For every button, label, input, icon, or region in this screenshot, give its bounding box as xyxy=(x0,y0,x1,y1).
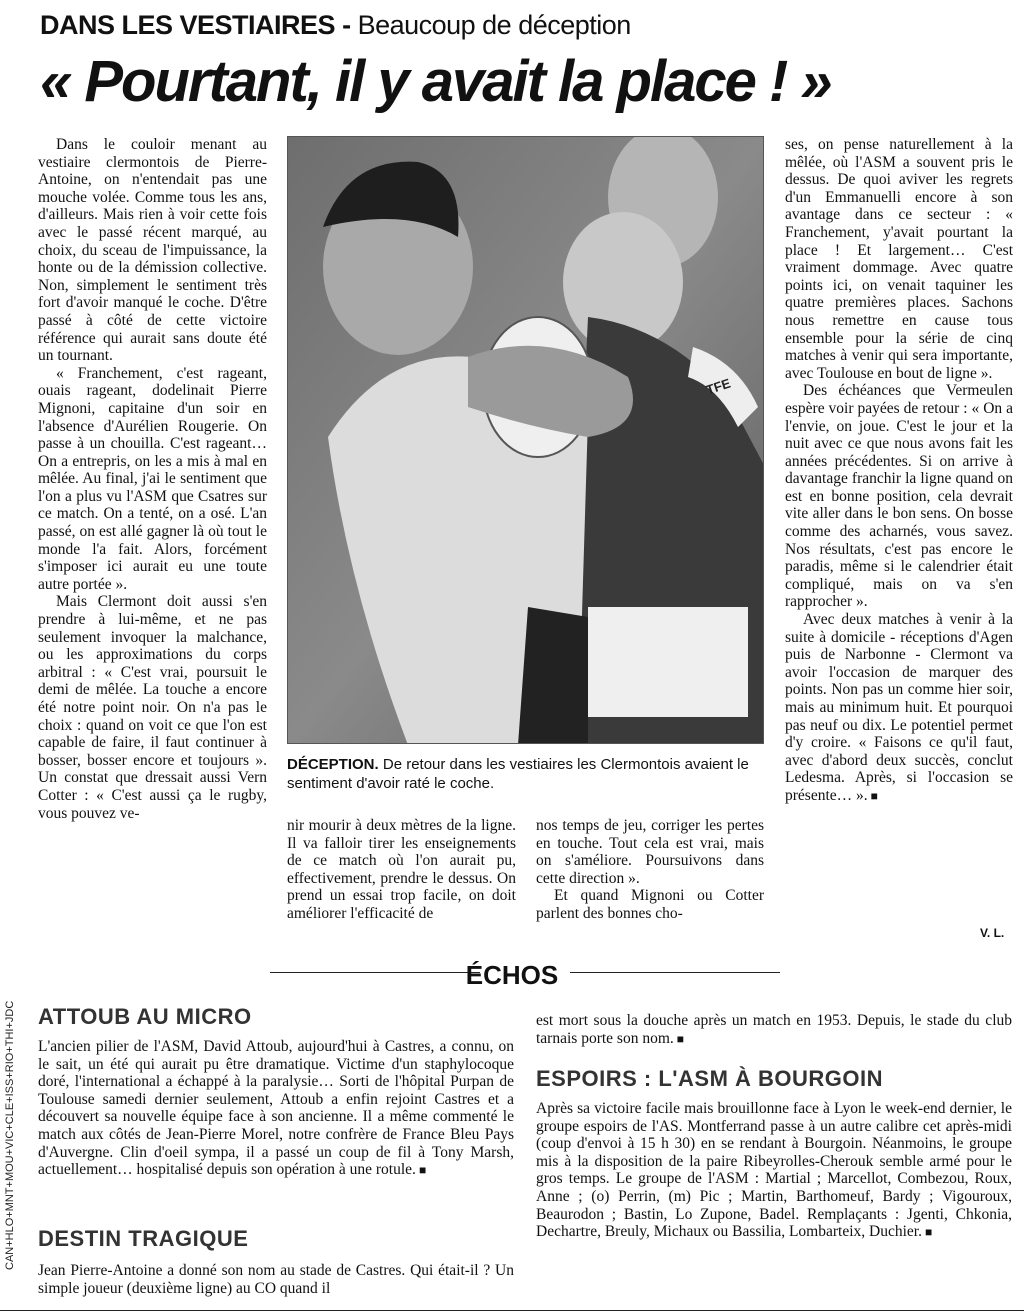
edition-codes: CAN+HLO+MNT+MOU+VIC+CLE+ISS+RIO+THI+JDC xyxy=(4,1000,16,1270)
attoub-heading: ATTOUB AU MICRO xyxy=(38,1004,252,1029)
article-paragraph: Mais Clermont doit aussi s'en prendre à lui-même, et ne pas seulement invoquer la malchance, ou les approximations du corps arbitral : « C'est vrai, poursuit le demi de mêlée. La touche a encore été notre point noir. On n'a pas le choix : quand on voit ce que l'on est capable de faire, il faut continuer à bosser, bosser encore et toujours ». Un constat que dressait aussi Vern Cotter : « C'est aussi ça le rugby, vous pouvez ve- xyxy=(38,593,267,822)
article-paragraph: Avec deux matches à venir à la suite à domicile - réceptions d'Agen puis de Narbonne - Clermont va avoir l'occasion de marquer des points. Non pas un comme hier soir, mais au minimum huit. Et pourquoi pas neuf ou dix. Le potentiel permet d'y croire. « Faisons ce qu'il faut, avec d'abord deux succès, conclut Ledesma. Après, si l'occasion se présente… ». ■ xyxy=(785,611,1013,806)
destin-heading: DESTIN TRAGIQUE xyxy=(38,1226,249,1251)
destin-body xyxy=(38,1262,514,1297)
article-paragraph: Dans le couloir menant au vestiaire clermontois de Pierre-Antoine, on n'entendait pas une mouche volée. Comme tous les ans, d'ailleurs. Mais rien à voir cette fois avec le passé récent marqué, au choix, du sceau de l'impuissance, la honte ou de la démission collective. Non, simplement le sentiment très fort d'avoir manqué le coche. D'être passé à côté de cette victoire référence qui aurait sans doute été un tournant. xyxy=(38,136,267,365)
article-paragraph: nos temps de jeu, corriger les pertes en touche. Tout cela est vrai, mais on s'améliore. Poursuivons dans cette direction ». xyxy=(536,817,764,887)
attoub-body xyxy=(38,1038,514,1180)
caption-text: De retour dans les vestiaires les Clermontois avaient le sentiment d'avoir raté le coche. xyxy=(287,756,749,792)
jersey-sponsor-text: TFE xyxy=(704,375,733,398)
echo-paragraph: est mort sous la douche après un match en 1953. Depuis, le stade du club tarnais porte son nom. ■ xyxy=(536,1012,1012,1048)
article-paragraph: nir mourir à deux mètres de la ligne. Il va falloir tirer les enseignements de ce match où l'on aurait pu, effectivement, prendre le dessus. On prend un essai trop facile, on doit améliorer l'efficacité de xyxy=(287,817,516,922)
destin-continued xyxy=(536,1012,1012,1048)
espoirs-heading: ESPOIRS : L'ASM À BOURGOIN xyxy=(536,1066,884,1091)
caption-lead: DÉCEPTION. xyxy=(287,756,379,773)
author-signature: V. L. xyxy=(980,926,1005,940)
article-column-1 xyxy=(38,136,267,822)
headline: « Pourtant, il y avait la place ! » xyxy=(40,49,831,114)
article-paragraph: ses, on pense naturellement à la mêlée, où l'ASM a souvent pris le dessus. De quoi aviver les regrets d'un Emmanuelli encore à son avantage dans ce secteur : « Franchement, y'avait pourtant la place ! Et largement… C'est vraiment dommage. Avec quatre points ici, on venait taquiner les quatre premières places. Sachons nous remettre en cause tous ensemble pour la série de cinq matches à venir qui sera importante, avec Toulouse en bout de ligne ». xyxy=(785,136,1013,382)
article-paragraph: Et quand Mignoni ou Cotter parlent des bonnes cho- xyxy=(536,887,764,922)
article-paragraph: « Franchement, c'est rageant, ouais rageant, dodelinait Pierre Mignoni, capitaine d'un soir en l'absence d'Aurélien Rougerie. On passe à un chouilla. C'est rageant… On a entrepris, on les a mis à mal en mêlée. Au final, j'ai le sentiment que l'on a plus vu l'ASM que Csatres sur ce match. On a tenté, on a osé. L'an passé, on est allé gagner là où tout le monde l'a fait. Alors, forcément s'imposer ici aurait eu une toute autre portée ». xyxy=(38,364,267,593)
rugby-players-photo xyxy=(288,137,764,744)
kicker-sub: Beaucoup de déception xyxy=(357,10,631,40)
echo-paragraph: Après sa victoire facile mais brouillonne face à Lyon le week-end dernier, le groupe espoirs de l'AS. Montferrand passe à un autre calibre cet après-midi (coup d'envoi à 15 h 30) en se rendant à Bourgoin. Néanmoins, le groupe mis à la disposition de la paire Ribeyrolles-Cherouk semble armé pour le gros temps. Le groupe de l'ASM : Martial ; Marcellot, Combezou, Roux, Anne ; (o) Perrin, (m) Pic ; Martin, Barthomeuf, Bardy ; Vigouroux, Beaurodon ; Bastin, Lo Zupone, Badel. Remplaçants : Jgenti, Chkonia, Dechartre, Breuly, Michaux ou Bassilia, Lombarteix, Duchier. ■ xyxy=(536,1100,1012,1242)
echos-title: ÉCHOS xyxy=(465,960,559,990)
article-paragraph: Des échéances que Vermeulen espère voir payées de retour : « On a l'envie, on joue. C'est le jour et la nuit avec ce que nous avons fait les années précédentes. Si on arrive à davantage franchir la ligne quand on est en bonne position, cela devrait vite aller dans le bon sens. On bosse comme des acharnés, vous savez. Nos résultats, c'est pas encore le paradis, même si le calendrier était compliqué, mais on va s'en rapprocher ». xyxy=(785,382,1013,611)
kicker-main: DANS LES VESTIAIRES xyxy=(40,10,336,40)
bottom-border xyxy=(0,1310,1024,1311)
echo-paragraph: L'ancien pilier de l'ASM, David Attoub, aujourd'hui à Castres, a connu, on le sait, un été qui aurait pu être dramatique. Victime d'un staphylocoque doré, l'international a échappé à la paralysie… Sorti de l'hôpital Purpan de Toulouse samedi dernier seulement, Attoub a enfin rejoint Castres et a découvert sa nouvelle équipe face à son ancienne. Il a même commenté le match aux côtés de Jean-Pierre Morel, notre confrère de France Bleu Pays d'Auvergne. Clin d'oeil sympa, il a passé un coup de fil à Tony Marsh, actuellement… hospitalisé depuis son opération à une rotule. ■ xyxy=(38,1038,514,1180)
espoirs-body xyxy=(536,1100,1012,1242)
article-column-2 xyxy=(287,817,516,923)
photo-caption xyxy=(287,755,764,793)
article-column-4 xyxy=(785,136,1013,806)
kicker-separator: - xyxy=(335,10,358,40)
article-column-3 xyxy=(536,817,764,923)
article-photo xyxy=(287,136,764,744)
kicker xyxy=(40,10,631,41)
echo-paragraph: Jean Pierre-Antoine a donné son nom au stade de Castres. Qui était-il ? Un simple joueur (deuxième ligne) au CO quand il xyxy=(38,1262,514,1297)
